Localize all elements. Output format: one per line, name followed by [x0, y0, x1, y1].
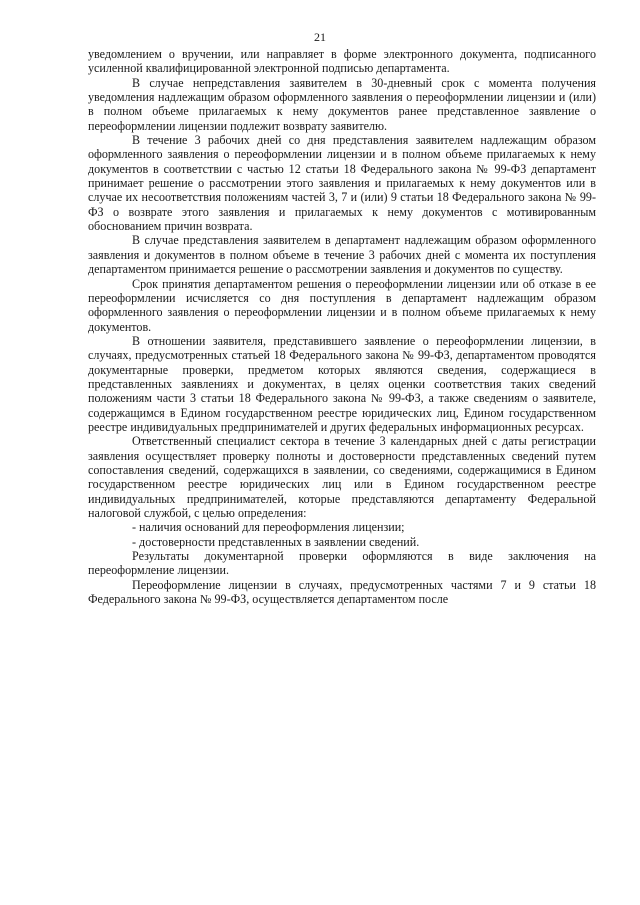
list-item-reliability: - достоверности представленных в заявлении сведений. — [132, 534, 420, 549]
paragraph-continuation: уведомлением о вручении, или направляет в форме электронного документа, подписанного усиленной квалифицированной электронной подписью департамента. — [88, 47, 596, 76]
paragraph-check-results: Результаты документарной проверки оформляются в виде заключения на переоформление лицензии. — [88, 549, 596, 578]
paragraph-reissue-cases: Переоформление лицензии в случаях, предусмотренных частями 7 и 9 статьи 18 Федерального закона № 99-ФЗ, осуществляется департаментом после — [88, 577, 596, 607]
paragraph-responsible-specialist: Ответственный специалист сектора в течение 3 календарных дней с даты регистрации заявления осуществляет проверку полноты и достоверности представленных сведений путем сопоставления сведений, содержащихся в заявлении, со сведениями, содержащимися в Едином государственном реестре юридических лиц или в Едином государственном реестре индивидуальных предпринимателей, которые представляются департаменту Федеральной налоговой службой, с целью определения: — [88, 434, 596, 520]
paragraph-three-working-days: В течение 3 рабочих дней со дня представления заявителем надлежащим образом оформленного заявления о переоформлении лицензии и в полном объеме прилагаемых к нему документов в соответствии с частью 12 статьи 18 Федерального закона № 99-ФЗ департамент принимает решение о рассмотрении этого заявления и прилагаемых к нему документов или в случае их несоответствия положениям частей 3, 7 и (или) 9 статьи 18 Федерального закона № 99-ФЗ о возврате этого заявления и прилагаемых к нему документов с мотивированным обоснованием причин возврата. — [88, 133, 596, 234]
paragraph-decision-deadline: Срок принятия департаментом решения о переоформлении лицензии или об отказе в ее переоформлении исчисляется со дня поступления в департамент надлежащим образом оформленного заявления о переоформлении лицензии и в полном объеме прилагаемых к нему документов. — [88, 276, 596, 334]
page-number: 21 — [314, 30, 326, 44]
paragraph-documentary-checks: В отношении заявителя, представившего заявление о переоформлении лицензии, в случаях, предусмотренных статьей 18 Федерального закона № 99-ФЗ, департаментом проводятся документарные проверки, предметом которых являются сведения, содержащиеся в представленных заявлениях и документах, в целях оценки соответствия таких сведений положениям части 3 статьи 18 Федерального закона № 99-ФЗ, а также сведениям о заявителе, содержащимся в Едином государственном реестре юридических лиц, Едином государственном реестре индивидуальных предпринимателей и других федеральных информационных ресурсах. — [88, 333, 596, 434]
paragraph-submission-in-full: В случае представления заявителем в департамент надлежащим образом оформленного заявления и документов в полном объеме в течение 3 рабочих дней с момента их поступления департаментом принимается решение о рассмотрении заявления и документов по существу. — [88, 233, 596, 277]
list-item-grounds: - наличия оснований для переоформления лицензии; — [132, 520, 405, 535]
paragraph-non-submission: В случае непредставления заявителем в 30-дневный срок с момента получения уведомления надлежащим образом оформленного заявления о переоформлении лицензии и (или) в полном объеме прилагаемых к нему документов ранее представленное заявление о переоформлении лицензии подлежит возврату заявителю. — [88, 75, 596, 133]
document-body — [88, 47, 596, 606]
